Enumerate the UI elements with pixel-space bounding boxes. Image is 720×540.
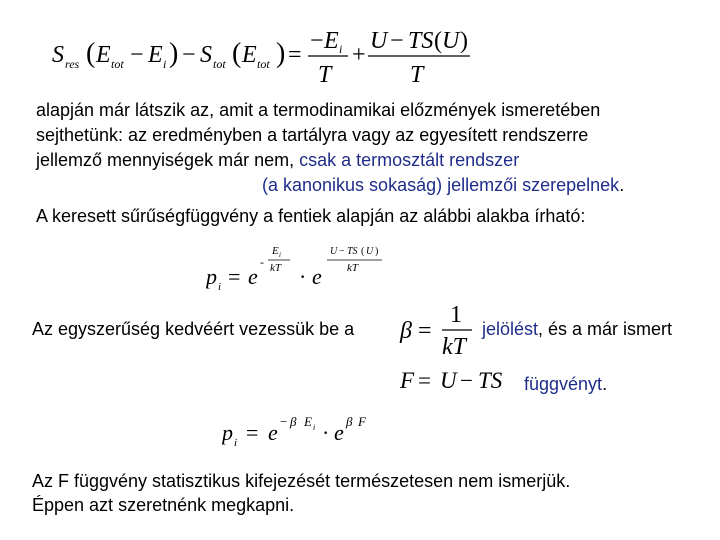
svg-text:·: · [299,264,307,289]
svg-text:S: S [200,42,212,68]
formula-density-1 [206,238,406,299]
svg-text:−: − [390,28,404,54]
beta-after-rest: , és a már ismert [538,319,673,339]
svg-text:T: T [318,62,332,88]
svg-text:p: p [222,420,233,445]
svg-text:(: ( [232,38,242,69]
svg-text:+: + [352,42,366,68]
svg-text:−: − [339,246,345,257]
svg-text:i: i [279,251,281,259]
formula-entropy-difference [52,26,482,97]
svg-text:U: U [366,246,374,257]
f-line-period: . [602,374,608,394]
svg-text:=: = [288,42,302,68]
paragraph-line-4 [262,174,624,196]
highlight-thermostated-system: csak a termosztált rendszer [299,150,520,170]
closing-line-2: Éppen azt szeretnénk megkapni. [32,495,295,515]
svg-text:β: β [346,414,353,429]
svg-text:E: E [96,42,111,68]
svg-text:−: − [280,414,288,429]
svg-text:=: = [418,318,432,344]
svg-text:i: i [313,423,316,432]
svg-text:i: i [234,437,238,449]
paragraph-line-2: sejthetünk: az eredményben a tartályra vagy az egyesített rendszerre [36,125,589,145]
svg-text:=: = [228,264,241,289]
highlight-canonical-ensemble: (a kanonikus sokaság) jellemzői szerepelnek [262,175,620,195]
svg-text:F: F [400,368,415,393]
svg-text:TS: TS [347,246,358,257]
highlight-function: függvényt [524,374,603,394]
svg-text:e: e [268,420,278,445]
svg-text:−: − [130,42,144,68]
formula-density-2 [222,406,382,455]
svg-text:U: U [330,246,338,257]
paragraph-line-4-end: . [619,175,625,195]
paragraph-line-3-text: jellemző mennyiségek már nem, [36,150,300,170]
svg-text:): ) [460,28,468,54]
closing-line-1-text: Az F függvény statisztikus kifejezését természetesen nem ismerjük. [32,471,571,491]
svg-text:): ) [169,38,179,69]
svg-text:i: i [218,281,222,293]
svg-text:(: ( [361,246,365,257]
svg-text:(: ( [434,28,442,54]
svg-text:p: p [206,264,217,289]
svg-text:(: ( [86,38,96,69]
svg-text:tot: tot [257,57,270,71]
paragraph-line-3 [36,149,519,171]
svg-text:i: i [163,57,167,71]
svg-text:i: i [339,42,343,56]
svg-text:β: β [400,318,412,344]
svg-text:S: S [52,42,64,68]
formula-beta-svg [398,300,478,360]
formula-entropy-svg [52,26,482,90]
svg-text:tot: tot [213,57,226,71]
beta-after-text [482,318,672,340]
svg-text:E: E [324,28,339,54]
formula-free-energy [400,366,520,403]
svg-text:=: = [418,368,431,393]
svg-text:U: U [440,368,457,393]
svg-text:e: e [248,264,258,289]
svg-text:1: 1 [450,302,462,328]
svg-text:): ) [375,246,379,257]
svg-text:): ) [276,38,286,69]
svg-text:e: e [312,264,322,289]
f-line-label [524,373,607,395]
svg-text:U: U [370,28,388,54]
svg-text:E: E [242,42,257,68]
svg-text:E: E [272,245,279,257]
svg-text:β: β [290,414,297,429]
svg-text:e: e [334,420,344,445]
svg-text:−: − [460,368,473,393]
paragraph-2: A keresett sűrűségfüggvény a fentiek alapján az alábbi alakba írható: [36,206,586,226]
svg-text:T: T [410,62,424,88]
highlight-notation: jelölést [482,319,539,339]
formula-density-2-svg [222,406,382,450]
formula-free-energy-svg [400,366,520,398]
svg-text:·: · [322,420,330,445]
svg-text:=: = [246,420,259,445]
svg-text:tot: tot [111,57,124,71]
beta-intro-text: Az egyszerűség kedvéért vezessük be a [32,319,355,339]
svg-text:U: U [442,28,460,54]
svg-text:-: - [260,255,264,269]
closing-line-1 [32,470,570,492]
svg-text:TS: TS [478,368,503,393]
svg-text:E: E [304,414,312,429]
svg-text:E: E [148,42,163,68]
svg-text:kT: kT [347,262,358,274]
svg-text:kT: kT [270,262,281,274]
formula-density-1-svg [206,238,406,294]
svg-text:TS: TS [408,28,434,54]
svg-text:−: − [182,42,196,68]
paragraph-line-1: alapján már látszik az, amit a termodinamikai előzmények ismeretében [36,100,601,120]
formula-beta [398,300,478,365]
svg-text:kT: kT [442,334,466,360]
svg-text:res: res [65,57,80,71]
svg-text:F: F [358,414,366,429]
svg-text:−: − [310,28,324,54]
